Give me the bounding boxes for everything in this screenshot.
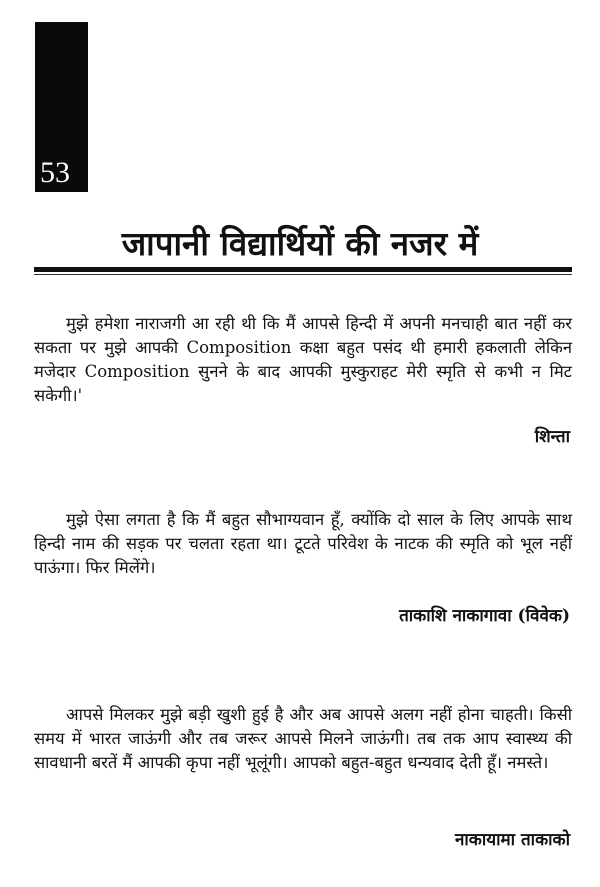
entry-author-2: ताकाशि नाकागावा (विवेक) [399, 606, 570, 626]
chapter-number: 53 [40, 156, 70, 189]
title-rule-thick [34, 267, 572, 272]
entry-text-3: आपसे मिलकर मुझे बड़ी खुशी हुई है और अब आपसे अलग नहीं होना चाहती। किसी समय में भारत जाऊंगी और तब जरूर आपसे मिलने जाऊंगी। तब तक आप स्वास्थ्य की सावधानी बरतें मैं आपकी कृपा नहीं भूलूंगी। आपको बहुत-बहुत धन्यवाद देती हूँ। नमस्ते। [34, 705, 572, 772]
title-rule-thin [34, 274, 572, 275]
chapter-number-tab [35, 22, 88, 192]
entry-text-2: मुझे ऐसा लगता है कि मैं बहुत सौभाग्यवान हूँ, क्योंकि दो साल के लिए आपके साथ हिन्दी नाम की सड़क पर चलता रहता था। टूटते परिवेश के नाटक की स्मृति को भूल नहीं पाऊंगा। फिर मिलेंगे। [34, 510, 572, 577]
entry-text-1: मुझे हमेशा नाराजगी आ रही थी कि मैं आपसे हिन्दी में अपनी मनचाही बात नहीं कर सकता पर मुझे आपकी Composition कक्षा बहुत पसंद थी हमारी हकलाती लेकिन मजेदार Composition सुनने के बाद आपकी मुस्कुराहट मेरी स्मृति से कभी न मिट सकेगी।' [34, 314, 572, 405]
entry-author-3: नाकायामा ताकाको [454, 830, 570, 850]
chapter-title: जापानी विद्यार्थियों की नजर में [121, 224, 479, 263]
entry-author-1: शिन्ता [534, 427, 570, 447]
